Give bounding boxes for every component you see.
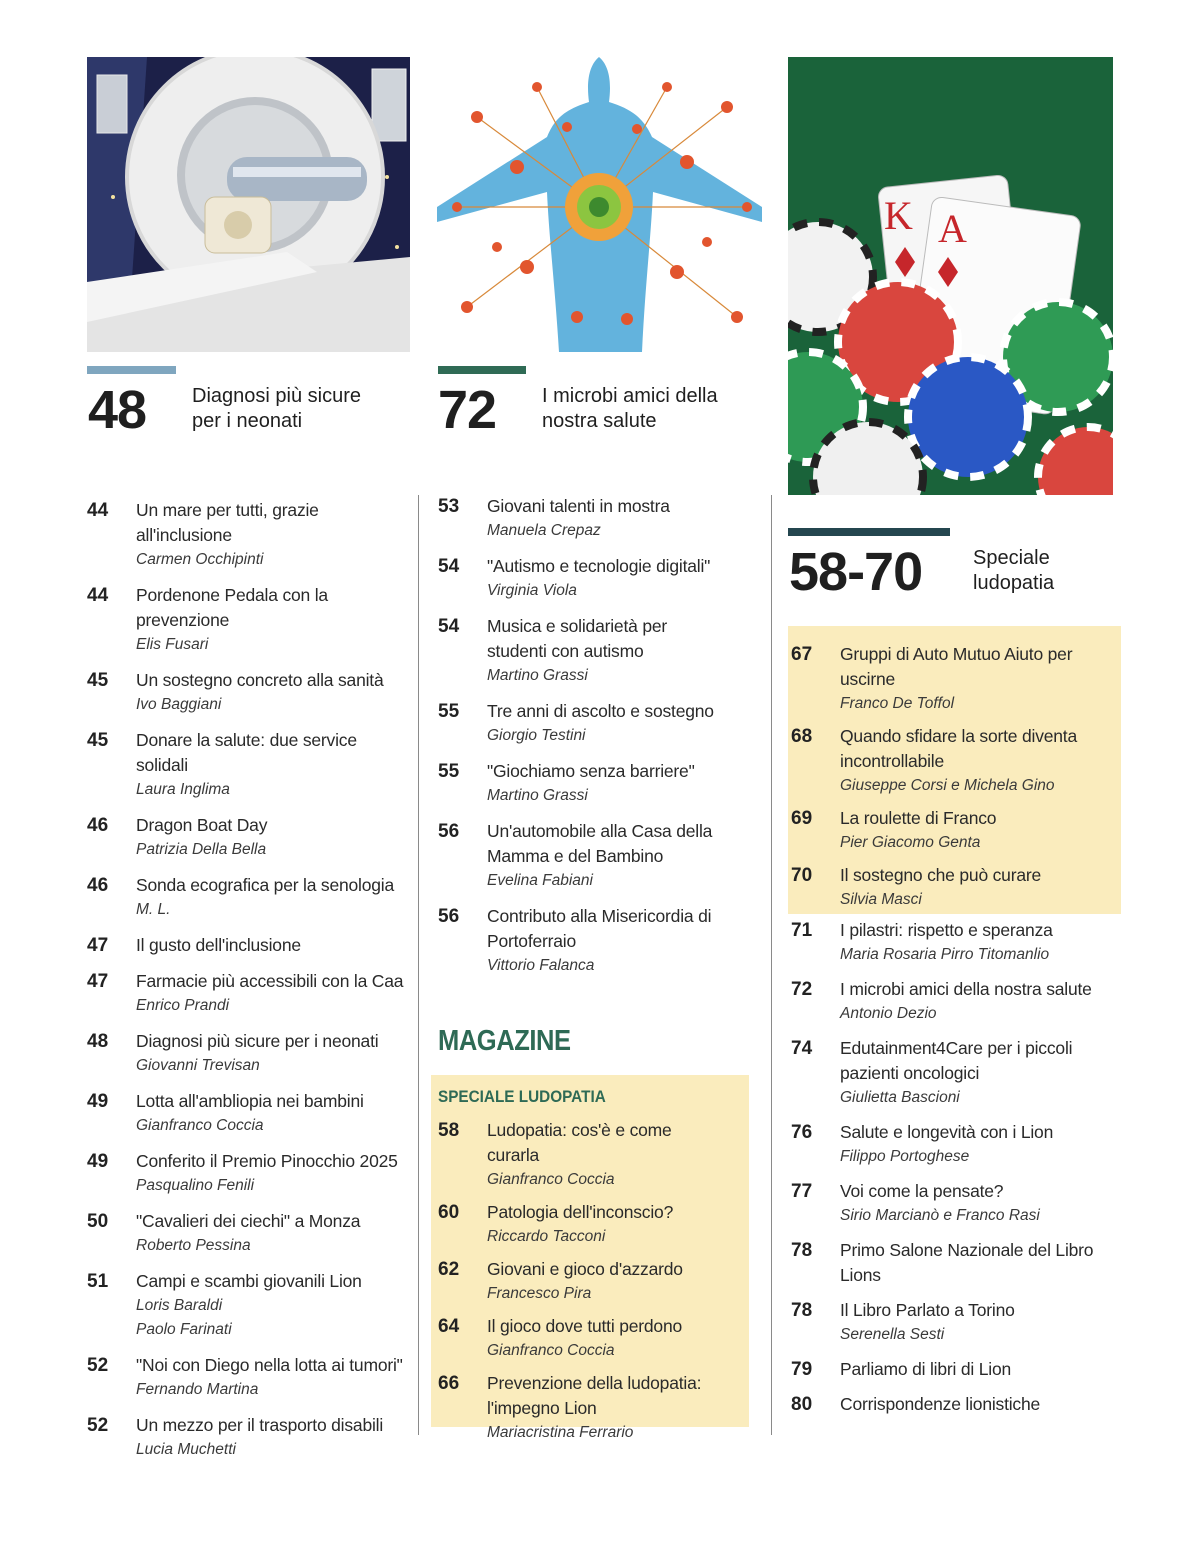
toc-entry-page: 45: [87, 730, 109, 751]
toc-entry[interactable]: [791, 977, 1111, 1026]
toc-entry[interactable]: [791, 1357, 1111, 1382]
toc-entry[interactable]: [87, 813, 412, 862]
toc-entry-title: Conferito il Premio Pinocchio 2025: [136, 1151, 398, 1171]
toc-entry-page: 45: [87, 670, 109, 691]
toc-entry-author: Giorgio Testini: [487, 727, 586, 744]
toc-entry-title: Primo Salone Nazionale del Libro Lions: [840, 1240, 1094, 1285]
toc-entry[interactable]: [438, 699, 756, 748]
toc-entry[interactable]: [791, 806, 1116, 855]
toc-entry-title: Salute e longevità con i Lion: [840, 1122, 1054, 1142]
toc-entry-author: Carmen Occhipinti: [136, 551, 264, 568]
mri-scanner-photo: [87, 57, 410, 352]
toc-entry-page: 53: [438, 496, 460, 517]
toc-entry[interactable]: [87, 728, 412, 802]
toc-entry-author: Pier Giacomo Genta: [840, 834, 981, 851]
toc-entry-page: 50: [87, 1211, 109, 1232]
toc-entry-page: 55: [438, 761, 460, 782]
toc-entry-author: Elis Fusari: [136, 636, 209, 653]
toc-entry[interactable]: [87, 498, 412, 572]
toc-entry-title: Pordenone Pedala con la prevenzione: [136, 585, 328, 630]
toc-entry-page: 77: [791, 1181, 813, 1202]
toc-entry-author: Roberto Pessina: [136, 1237, 251, 1254]
toc-entry-title: Prevenzione della ludopatia: l'impegno Lion: [487, 1373, 702, 1418]
speciale-ludopatia-heading: SPECIALE LUDOPATIA: [438, 1087, 606, 1106]
toc-entry-author: Giulietta Bascioni: [840, 1089, 960, 1106]
card-k-letter: K: [884, 193, 913, 238]
toc-entry-author: Patrizia Della Bella: [136, 841, 267, 858]
toc-entry-title: Dragon Boat Day: [136, 815, 268, 835]
toc-entry-author: Paolo Farinati: [136, 1321, 232, 1338]
toc-entry-page: 64: [438, 1316, 460, 1337]
toc-entry[interactable]: [438, 1314, 743, 1363]
toc-entry[interactable]: [791, 918, 1111, 967]
toc-entry-page: 70: [791, 865, 813, 886]
toc-entry[interactable]: [87, 1269, 412, 1342]
toc-entry-title: "Cavalieri dei ciechi" a Monza: [136, 1211, 361, 1231]
toc-entry-page: 44: [87, 500, 109, 521]
toc-entry-page: 69: [791, 808, 813, 829]
toc-entry-author: Fernando Martina: [136, 1381, 259, 1398]
toc-entry-title: Patologia dell'inconscio?: [487, 1202, 674, 1222]
toc-entry-title: "Autismo e tecnologie digitali": [487, 556, 711, 576]
toc-entry-author: Mariacristina Ferrario: [487, 1424, 634, 1441]
toc-entry-page: 51: [87, 1271, 109, 1292]
toc-entry-page: 79: [791, 1359, 813, 1380]
toc-entry-page: 46: [87, 875, 109, 896]
toc-entry-author: Franco De Toffol: [840, 695, 955, 712]
toc-entry-title: I pilastri: rispetto e speranza: [840, 920, 1053, 940]
toc-entry[interactable]: [438, 554, 756, 603]
toc-entry-page: 60: [438, 1202, 460, 1223]
toc-entry[interactable]: [791, 1298, 1111, 1347]
toc-entry-author: Riccardo Tacconi: [487, 1228, 606, 1245]
toc-entry-title: Il gusto dell'inclusione: [136, 935, 301, 955]
speciale-ludopatia-list: [438, 1118, 743, 1453]
toc-entry-page: 78: [791, 1300, 813, 1321]
toc-entry[interactable]: [791, 1120, 1111, 1169]
toc-entry-author: Evelina Fabiani: [487, 872, 593, 889]
feature-ludopatia-page: 58-70: [789, 542, 923, 602]
toc-entry-author: Maria Rosaria Pirro Titomanlio: [840, 946, 1050, 963]
toc-entry-title: Voi come la pensate?: [840, 1181, 1004, 1201]
toc-entry-page: 62: [438, 1259, 460, 1280]
toc-entry-page: 52: [87, 1415, 109, 1436]
speciale-ludopatia-box: [431, 1075, 749, 1441]
toc-entry-title: Un mare per tutti, grazie all'inclusione: [136, 500, 319, 545]
toc-entry[interactable]: [87, 873, 412, 922]
toc-entry-page: 80: [791, 1394, 813, 1415]
toc-entry-author: Lucia Muchetti: [136, 1441, 236, 1458]
column-divider-1: [418, 495, 419, 1435]
toc-entry-author: Giuseppe Corsi e Michela Gino: [840, 777, 1055, 794]
toc-entry-title: Il gioco dove tutti perdono: [487, 1316, 683, 1336]
feature-48-title-line2: per i neonati: [192, 410, 303, 432]
feature-48-title-line1: Diagnosi più sicure: [192, 385, 361, 407]
toc-entry-title: Tre anni di ascolto e sostegno: [487, 701, 714, 721]
toc-entry-page: 78: [791, 1240, 813, 1261]
toc-entry-author: Virginia Viola: [487, 582, 577, 599]
toc-entry[interactable]: [791, 642, 1116, 716]
toc-entry-author: Martino Grassi: [487, 787, 588, 804]
toc-entry-page: 56: [438, 821, 460, 842]
toc-entry-title: Campi e scambi giovanili Lion: [136, 1271, 362, 1291]
toc-entry-author: Ivo Baggiani: [136, 696, 222, 713]
feature-72-bar: [438, 366, 526, 374]
toc-entry-page: 46: [87, 815, 109, 836]
toc-entry-author: Laura Inglima: [136, 781, 230, 798]
toc-entry[interactable]: [438, 614, 756, 688]
toc-entry-page: 72: [791, 979, 813, 1000]
toc-entry[interactable]: [87, 1413, 412, 1462]
toc-entry-author: Vittorio Falanca: [487, 957, 595, 974]
column3-highlight-list: [791, 642, 1116, 920]
toc-entry-title: I microbi amici della nostra salute: [840, 979, 1092, 999]
toc-entry[interactable]: [87, 1149, 412, 1198]
toc-entry-title: Donare la salute: due service solidali: [136, 730, 357, 775]
toc-entry-title: Edutainment4Care per i piccoli pazienti oncologici: [840, 1038, 1073, 1083]
toc-entry-page: 48: [87, 1031, 109, 1052]
toc-column-2: [438, 494, 756, 989]
toc-column-3: [791, 918, 1111, 1427]
toc-entry-page: 54: [438, 616, 460, 637]
toc-entry-title: Il sostegno che può curare: [840, 865, 1042, 885]
toc-entry-title: Giovani e gioco d'azzardo: [487, 1259, 683, 1279]
toc-entry-author: Filippo Portoghese: [840, 1148, 970, 1165]
feature-ludopatia-title: [973, 546, 1093, 596]
toc-entry-title: "Noi con Diego nella lotta ai tumori": [136, 1355, 403, 1375]
toc-entry[interactable]: [87, 668, 412, 717]
toc-entry-author: Serenella Sesti: [840, 1326, 945, 1343]
toc-entry[interactable]: [87, 933, 412, 958]
toc-entry-title: Il Libro Parlato a Torino: [840, 1300, 1015, 1320]
toc-column-1: [87, 498, 412, 1473]
toc-entry-author: Manuela Crepaz: [487, 522, 601, 539]
toc-entry[interactable]: [87, 1353, 412, 1402]
toc-entry-author: Enrico Prandi: [136, 997, 230, 1014]
feature-72-page: 72: [438, 380, 497, 440]
microbes-body-illustration: [437, 57, 762, 352]
toc-entry[interactable]: [438, 759, 756, 808]
toc-entry-author: Pasqualino Fenili: [136, 1177, 255, 1194]
feature-ludopatia-bar: [788, 528, 950, 536]
toc-entry-title: Sonda ecografica per la senologia: [136, 875, 395, 895]
toc-entry-title: Contributo alla Misericordia di Portoferraio: [487, 906, 712, 951]
toc-entry-page: 68: [791, 726, 813, 747]
toc-entry[interactable]: [438, 819, 756, 893]
toc-entry[interactable]: [87, 1089, 412, 1138]
toc-entry[interactable]: [87, 1029, 412, 1078]
toc-entry-author: Gianfranco Coccia: [487, 1171, 615, 1188]
toc-entry[interactable]: [438, 904, 756, 978]
toc-entry-author: Antonio Dezio: [840, 1005, 937, 1022]
toc-entry-page: 49: [87, 1151, 109, 1172]
toc-entry-page: 66: [438, 1373, 460, 1394]
toc-entry[interactable]: [87, 969, 412, 1018]
toc-entry-page: 67: [791, 644, 813, 665]
toc-entry-page: 47: [87, 935, 109, 956]
toc-entry-page: 47: [87, 971, 109, 992]
toc-entry[interactable]: [87, 583, 412, 657]
toc-entry-title: Un mezzo per il trasporto disabili: [136, 1415, 384, 1435]
toc-entry-title: "Giochiamo senza barriere": [487, 761, 695, 781]
toc-entry-page: 44: [87, 585, 109, 606]
feature-ludopatia-title-line2: ludopatia: [973, 572, 1055, 594]
toc-entry[interactable]: [791, 1179, 1111, 1228]
toc-entry[interactable]: [438, 1257, 743, 1306]
toc-entry-page: 71: [791, 920, 813, 941]
toc-entry-author: Silvia Masci: [840, 891, 922, 908]
feature-ludopatia-title-line1: Speciale: [973, 547, 1050, 569]
toc-entry-title: Un sostegno concreto alla sanità: [136, 670, 384, 690]
toc-entry-title: La roulette di Franco: [840, 808, 997, 828]
toc-entry[interactable]: [438, 1118, 743, 1192]
toc-entry-title: Diagnosi più sicure per i neonati: [136, 1031, 379, 1051]
toc-entry-title: Un'automobile alla Casa della Mamma e del Bambino: [487, 821, 713, 866]
toc-entry-title: Musica e solidarietà per studenti con autismo: [487, 616, 668, 661]
toc-entry-title: Lotta all'ambliopia nei bambini: [136, 1091, 364, 1111]
toc-entry-author: Gianfranco Coccia: [487, 1342, 615, 1359]
toc-entry-author: Francesco Pira: [487, 1285, 592, 1302]
toc-entry[interactable]: [438, 494, 756, 543]
column3-highlight-box: [788, 626, 1121, 914]
toc-entry-author: Loris Baraldi: [136, 1297, 223, 1314]
toc-entry-title: Ludopatia: cos'è e come curarla: [487, 1120, 672, 1165]
toc-entry[interactable]: [791, 1036, 1111, 1110]
toc-entry-author: M. L.: [136, 901, 171, 918]
toc-entry-page: 56: [438, 906, 460, 927]
toc-entry-page: 76: [791, 1122, 813, 1143]
toc-entry-author: Martino Grassi: [487, 667, 588, 684]
feature-48-bar: [87, 366, 176, 374]
toc-entry[interactable]: [791, 1392, 1111, 1417]
feature-72-title-line1: I microbi amici della: [542, 385, 718, 407]
card-a-letter: A: [938, 206, 967, 251]
toc-entry[interactable]: [791, 863, 1116, 912]
toc-entry-page: 58: [438, 1120, 460, 1141]
poker-cards-chips-photo: [788, 57, 1113, 495]
toc-entry-page: 55: [438, 701, 460, 722]
toc-entry-author: Sirio Marcianò e Franco Rasi: [840, 1207, 1040, 1224]
toc-entry-title: Farmacie più accessibili con la Caa: [136, 971, 404, 991]
toc-entry-page: 74: [791, 1038, 813, 1059]
column-divider-2: [771, 495, 772, 1435]
toc-entry[interactable]: [438, 1200, 743, 1249]
toc-entry[interactable]: [87, 1209, 412, 1258]
toc-entry-page: 52: [87, 1355, 109, 1376]
toc-entry-page: 49: [87, 1091, 109, 1112]
feature-48-title: [192, 384, 392, 434]
toc-entry-author: Giovanni Trevisan: [136, 1057, 260, 1074]
toc-entry-title: Giovani talenti in mostra: [487, 496, 670, 516]
toc-entry-title: Corrispondenze lionistiche: [840, 1394, 1041, 1414]
toc-entry-title: Quando sfidare la sorte diventa incontrollabile: [840, 726, 1078, 771]
feature-48-page: 48: [88, 380, 147, 440]
toc-entry-title: Gruppi di Auto Mutuo Aiuto per uscirne: [840, 644, 1073, 689]
feature-72-title: [542, 384, 742, 434]
magazine-heading: MAGAZINE: [438, 1025, 571, 1057]
toc-entry[interactable]: [791, 1238, 1111, 1288]
toc-entry[interactable]: [438, 1371, 743, 1445]
toc-entry-page: 54: [438, 556, 460, 577]
toc-entry-title: Parliamo di libri di Lion: [840, 1359, 1012, 1379]
toc-entry[interactable]: [791, 724, 1116, 798]
feature-72-title-line2: nostra salute: [542, 410, 657, 432]
toc-entry-author: Gianfranco Coccia: [136, 1117, 264, 1134]
